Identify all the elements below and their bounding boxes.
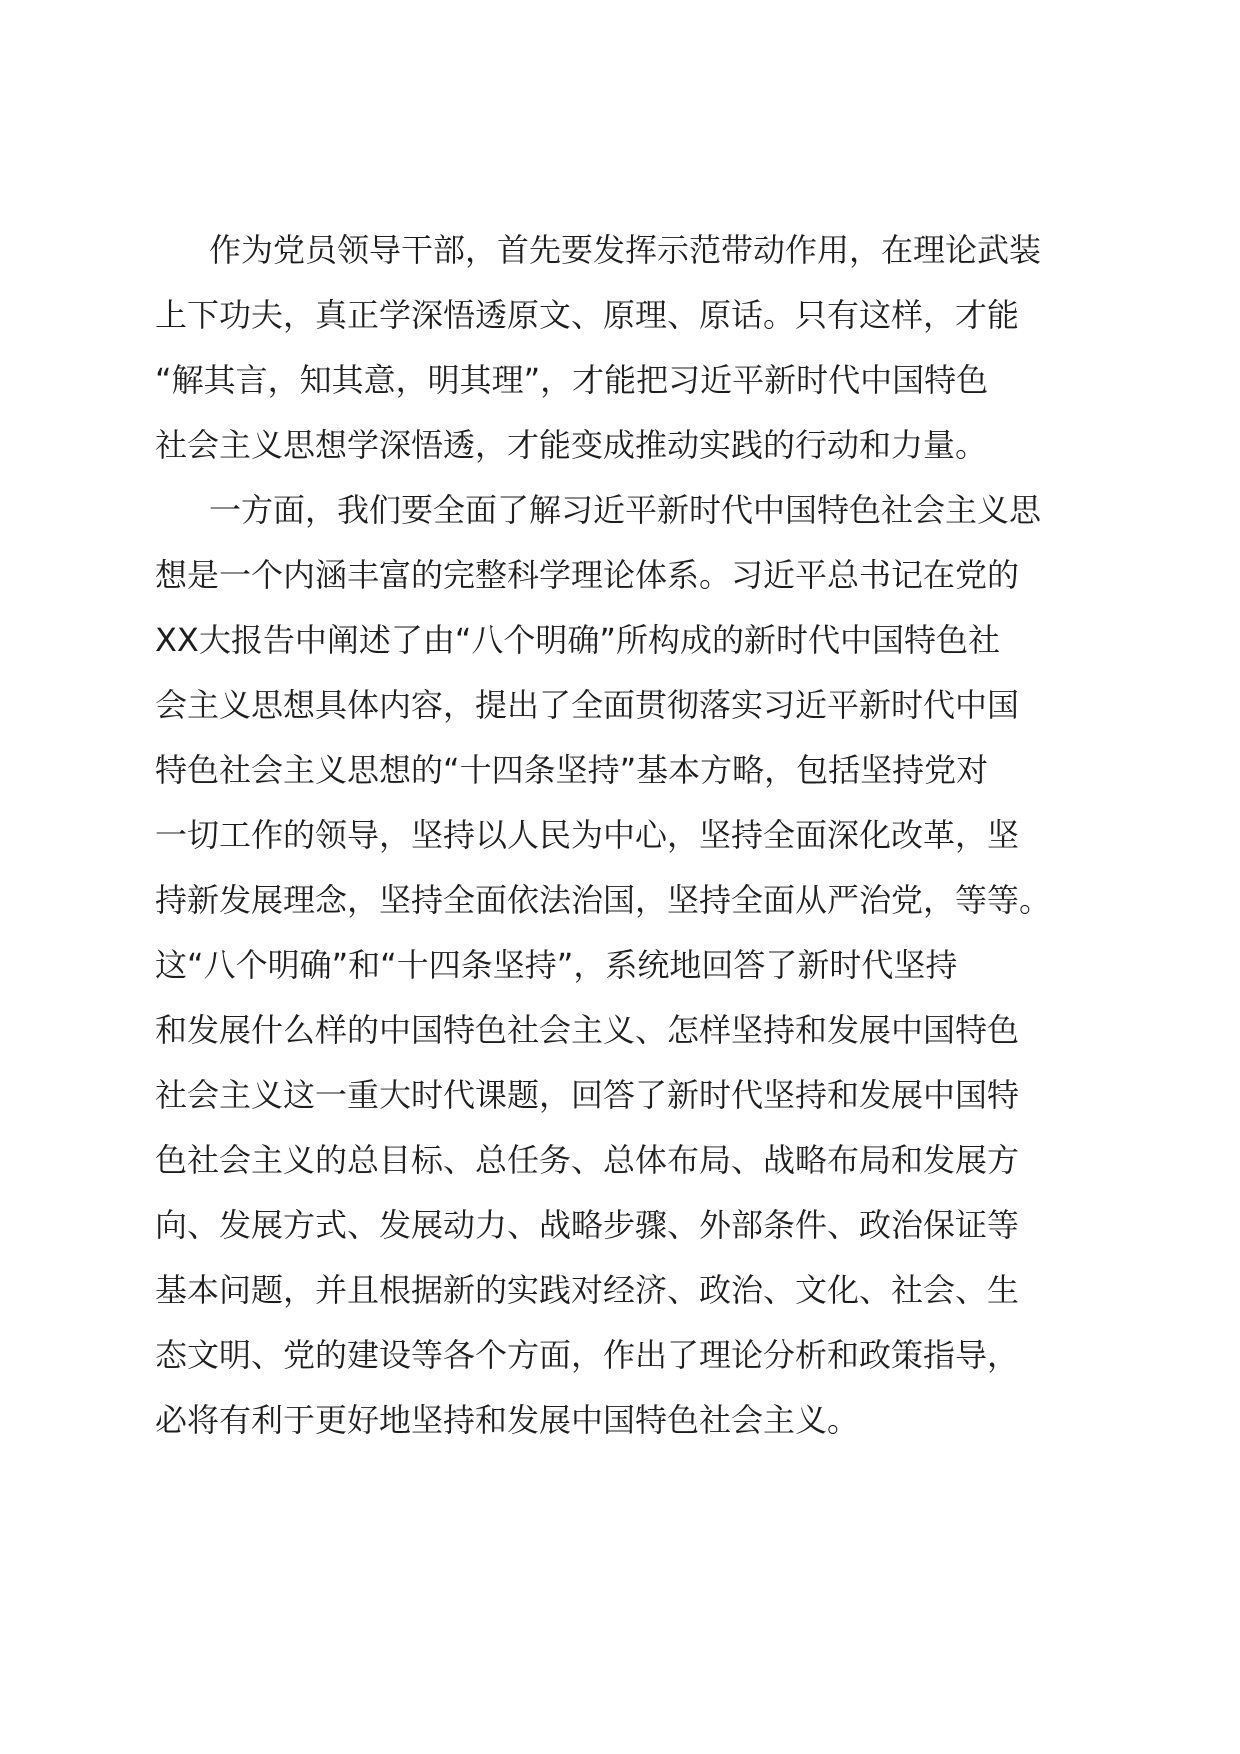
document-body [155,218,1085,1453]
paragraph-line: 必将有利于更好地坚持和发展中国特色社会主义。 [155,1401,860,1439]
paragraph-line: 想是一个内涵丰富的完整科学理论体系。习近平总书记在党的 [155,556,1020,594]
paragraph-line: “解其言，知其意，明其理”，才能把习近平新时代中国特色 [155,361,989,399]
paragraph-line: 态文明、党的建设等各个方面，作出了理论分析和政策指导， [155,1336,1020,1374]
paragraph-line: 作为党员领导干部，首先要发挥示范带动作用，在理论武装 [209,231,1042,269]
paragraph-line: 上下功夫，真正学深悟透原文、原理、原话。只有这样，才能 [155,296,1020,334]
paragraph-line: XX大报告中阐述了由“八个明确”所构成的新时代中国特色社 [155,621,1001,659]
paragraph-line: 持新发展理念，坚持全面依法治国，坚持全面从严治党，等等。 [155,881,1052,919]
paragraph-line: 社会主义思想学深悟透，才能变成推动实践的行动和力量。 [155,426,988,464]
paragraph-line: 基本问题，并且根据新的实践对经济、政治、文化、社会、生 [155,1271,1020,1309]
paragraph-2 [155,478,1085,1453]
paragraph-line: 一方面，我们要全面了解习近平新时代中国特色社会主义思 [209,491,1042,529]
paragraph-line: 和发展什么样的中国特色社会主义、怎样坚持和发展中国特色 [155,1011,1020,1049]
paragraph-line: 一切工作的领导，坚持以人民为中心，坚持全面深化改革，坚 [155,816,1020,854]
paragraph-line: 这“八个明确”和“十四条坚持”，系统地回答了新时代坚持 [155,946,958,984]
paragraph-line: 会主义思想具体内容，提出了全面贯彻落实习近平新时代中国 [155,686,1020,724]
paragraph-line: 特色社会主义思想的“十四条坚持”基本方略，包括坚持党对 [155,751,989,789]
paragraph-line: 色社会主义的总目标、总任务、总体布局、战略布局和发展方 [155,1141,1020,1179]
paragraph-line: 向、发展方式、发展动力、战略步骤、外部条件、政治保证等 [155,1206,1020,1244]
paragraph-line: 社会主义这一重大时代课题，回答了新时代坚持和发展中国特 [155,1076,1020,1114]
paragraph-1 [155,218,1085,478]
